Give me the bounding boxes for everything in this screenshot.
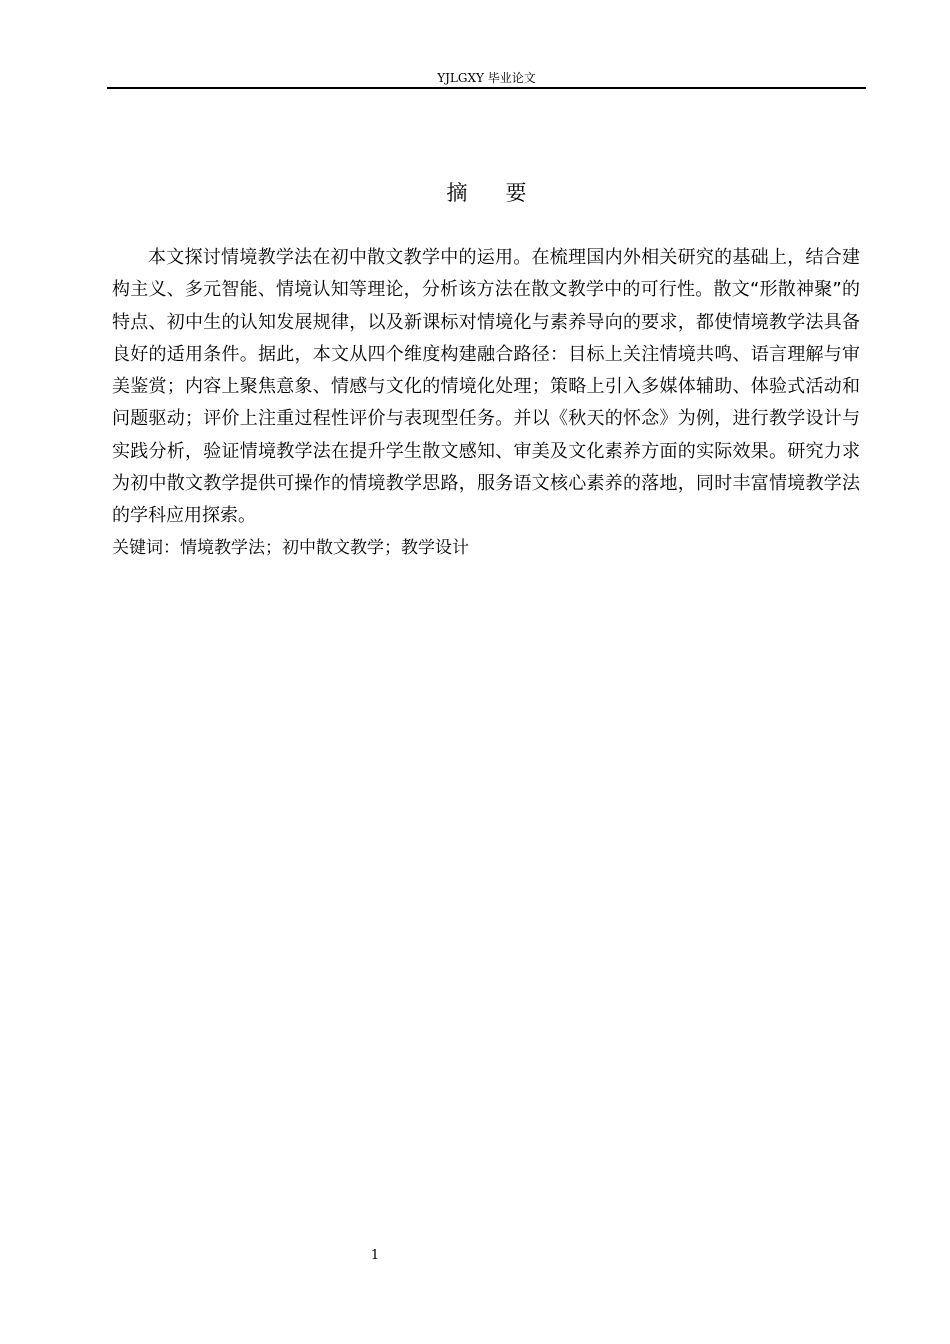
keywords-line	[112, 532, 860, 564]
abstract-body: 本文探讨情境教学法在初中散文教学中的运用。在梳理国内外相关研究的基础上，结合建构主义、多元智能、情境认知等理论，分析该方法在散文教学中的可行性。散文“形散神聚”的特点、初中生的认知发展规律，以及新课标对情境化与素养导向的要求，都使情境教学法具备良好的适用条件。据此，本文从四个维度构建融合路径：目标上关注情境共鸣、语言理解与审美鉴赏；内容上聚焦意象、情感与文化的情境化处理；策略上引入多媒体辅助、体验式活动和问题驱动；评价上注重过程性评价与表现型任务。并以《秋天的怀念》为例，进行教学设计与实践分析，验证情境教学法在提升学生散文感知、审美及文化素养方面的实际效果。研究力求为初中散文教学提供可操作的情境教学思路，服务语文核心素养的落地，同时丰富情境教学法的学科应用探索。	[112, 247, 860, 527]
running-header: YJLGXY 毕业论文	[437, 71, 536, 85]
keywords-text: 情境教学法；初中散文教学；教学设计	[180, 538, 469, 558]
abstract-title: 摘要	[446, 181, 565, 205]
keywords-label: 关键词：	[112, 538, 180, 558]
page-number: 1	[370, 1248, 380, 1263]
header-rule	[107, 87, 866, 89]
